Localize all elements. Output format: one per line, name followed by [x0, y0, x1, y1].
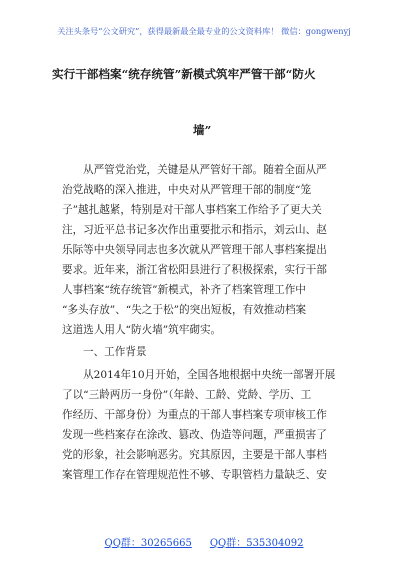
paragraph-line: 作经历、干部身份）为重点的干部人事档案专项审核工作 [62, 409, 327, 421]
document-title-line-1: 实行干部档案“统存统管”新模式筑牢严管干部“防火 [52, 67, 316, 81]
paragraph-1 [62, 160, 354, 340]
header-banner: 关注头条号“公文研究”，获得最新最全最专业的公文资料库！ 微信：gongwenyj [57, 26, 351, 36]
paragraph-line: 要求。近年来，浙江省松阳县进行了积极探索，实行干部 [62, 264, 327, 276]
footer-qq-group-1[interactable]: QQ群：30265665 [104, 538, 192, 549]
paragraph-line: 治党战略的深入推进，中央对从严管理干部的制度“笼 [62, 184, 312, 196]
paragraph-line: 这道选人用人“防火墙”筑牢砌实。 [62, 324, 222, 336]
paragraph-line: 子”越扎越紧，特别是对干部人事档案工作给予了更大关 [62, 204, 322, 216]
paragraph-line: 案管理工作存在管理规范性不够、专职管档力量缺乏、安 [62, 469, 327, 481]
paragraph-line: 人事档案“统存统管”新模式，补齐了档案管理工作中 [62, 284, 306, 296]
document-title-line-2: 墙” [193, 123, 212, 137]
footer-qq-group-2[interactable]: QQ群：535304092 [209, 538, 304, 549]
paragraph-line: 注，习近平总书记多次作出重要批示和指示，刘云山、赵 [62, 224, 327, 236]
section-heading: 一、工作背景 [83, 346, 147, 358]
footer [0, 534, 408, 549]
paragraph-2 [62, 365, 354, 485]
paragraph-line: “多头存放”、“失之于松”的突出短板，有效推动档案 [62, 304, 307, 316]
paragraph-line: 党的形象，社会影响恶劣。究其原因，主要是干部人事档 [62, 449, 327, 461]
paragraph-line: 从严管党治党，关键是从严管好干部。随着全面从严 [83, 164, 327, 176]
paragraph-line: 从2014年10月开始，全国各地根据中央统一部署开展 [83, 369, 336, 381]
paragraph-line: 乐际等中央领导同志也多次就从严管理干部人事档案提出 [62, 244, 327, 256]
paragraph-line: 了以“三龄两历一身份”（年龄、工龄、党龄、学历、工 [62, 389, 312, 401]
paragraph-line: 发现一些档案存在涂改、篡改、伪造等问题，严重损害了 [62, 429, 327, 441]
